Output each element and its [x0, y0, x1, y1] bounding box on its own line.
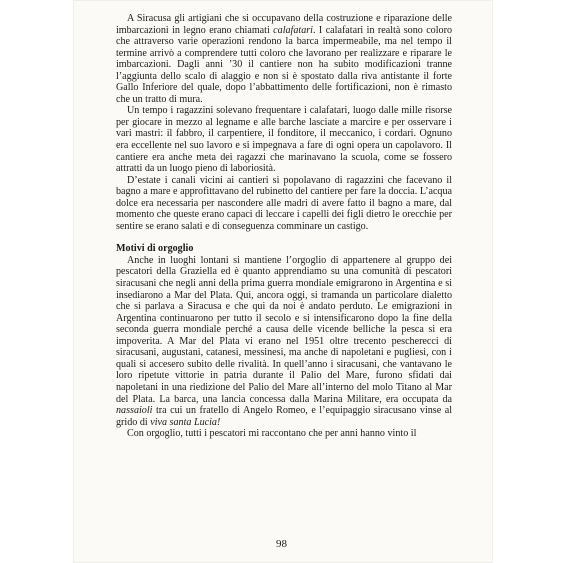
italic-term: calafatari [273, 24, 313, 36]
paragraph [116, 13, 452, 105]
paragraph [116, 105, 452, 174]
paragraph-group-2 [116, 255, 452, 440]
paragraph [116, 175, 452, 233]
text-run: Anche in luoghi lontani si mantiene l’orgoglio di appartenere al gruppo dei pescatori della Graziella ed è quanto apprendiamo su una comunità di pescatori siracusani che negli anni della prima guerra mondiale emigrarono in Argentina e si insediarono a Mar del Plata. Qui, ancora oggi, si tramanda un particolare dialetto che si parlava a Siracusa e che qui da noi è andato perduto. Le emigrazioni in Argentina continuarono per tutto il secolo e si intensificarono dopo la fine della seconda guerra mondiale perché a causa delle vicende belliche la pesca si era impoverita. A Mar del Plata vi erano nel 1951 oltre trecento pescherecci di siracusani, augustani, catanesi, messinesi, ma anche di napoletani e pugliesi, con i quali si accesero subito delle rivalità. In quell’anno i siracusani, che vantavano le loro ripetute vittorie in patria durante il Palio del Mare, furono sfidati dai napoletani in una riedizione del Palio del Mare all’interno del molo Titano al Mar del Plata. La barca, una lancia concessa dalla Marina Militare, era occupata da [116, 254, 452, 405]
page-number: 98 [276, 538, 287, 550]
text-run: Con orgoglio, tutti i pescatori mi raccontano che per anni hanno vinto il [127, 428, 417, 440]
paragraph [116, 255, 452, 428]
italic-term: viva santa Lucia! [150, 416, 221, 428]
text-run: Un tempo i ragazzini solevano frequentare i calafatari, luogo dalle mille risorse per giocare in mezzo al legname e alle barche lasciate a marcire e per osservare i vari mastri: il fabbro, il carpentiere, il fonditore, il meccanico, i cordari. Ognuno era eccellente nel suo lavoro e si impegnava a fare di ogni opera un capolavoro. Il cantiere era anche meta dei ragazzi che marinavano la scuola, come se fossero attratti da un luogo pieno di laboriosità. [116, 105, 452, 175]
page-text [116, 13, 452, 440]
paragraph-group-1 [116, 13, 452, 232]
text-run: . I calafatari in realtà sono coloro che attraverso varie operazioni rendono la barca impermeabile, ma nel tempo il termine arrivò a comprendere tutti coloro che lavorano per realizzare e riparare le imbarcazioni. Dagli anni ’30 il cantiere non ha subito modificazioni tranne l’aggiunta dello scalo di alaggio e non si è spostato dalla riva antistante il forte Gallo Inferiore del quale, dopo l’abbattimento delle fortificazioni, non è rimasto che un tratto di mura. [116, 24, 452, 105]
italic-term: nassaioli [116, 405, 153, 417]
text-run: A Siracusa gli artigiani che si occupavano della costruzione e riparazione delle imbarcazioni in legno erano chiamati [116, 13, 452, 36]
section-heading: Motivi di orgoglio [116, 243, 194, 255]
text-run: D’estate i canali vicini ai cantieri si popolavano di ragazzini che facevano il bagno a mare e approfittavano del rubinetto del cantiere per fare la doccia. L’acqua dolce era necessaria per nascondere alle madri di avere fatto il bagno a mare, dal momento che queste erano capaci di leccare i capelli dei figli dietro le orecchie per sentire se erano salati e di conseguenza comminare un castigo. [116, 174, 452, 232]
paragraph [116, 428, 452, 440]
text-run: tra cui un fratello di Angelo Romeo, e l’equipaggio siracusano vinse al grido di [116, 405, 452, 428]
